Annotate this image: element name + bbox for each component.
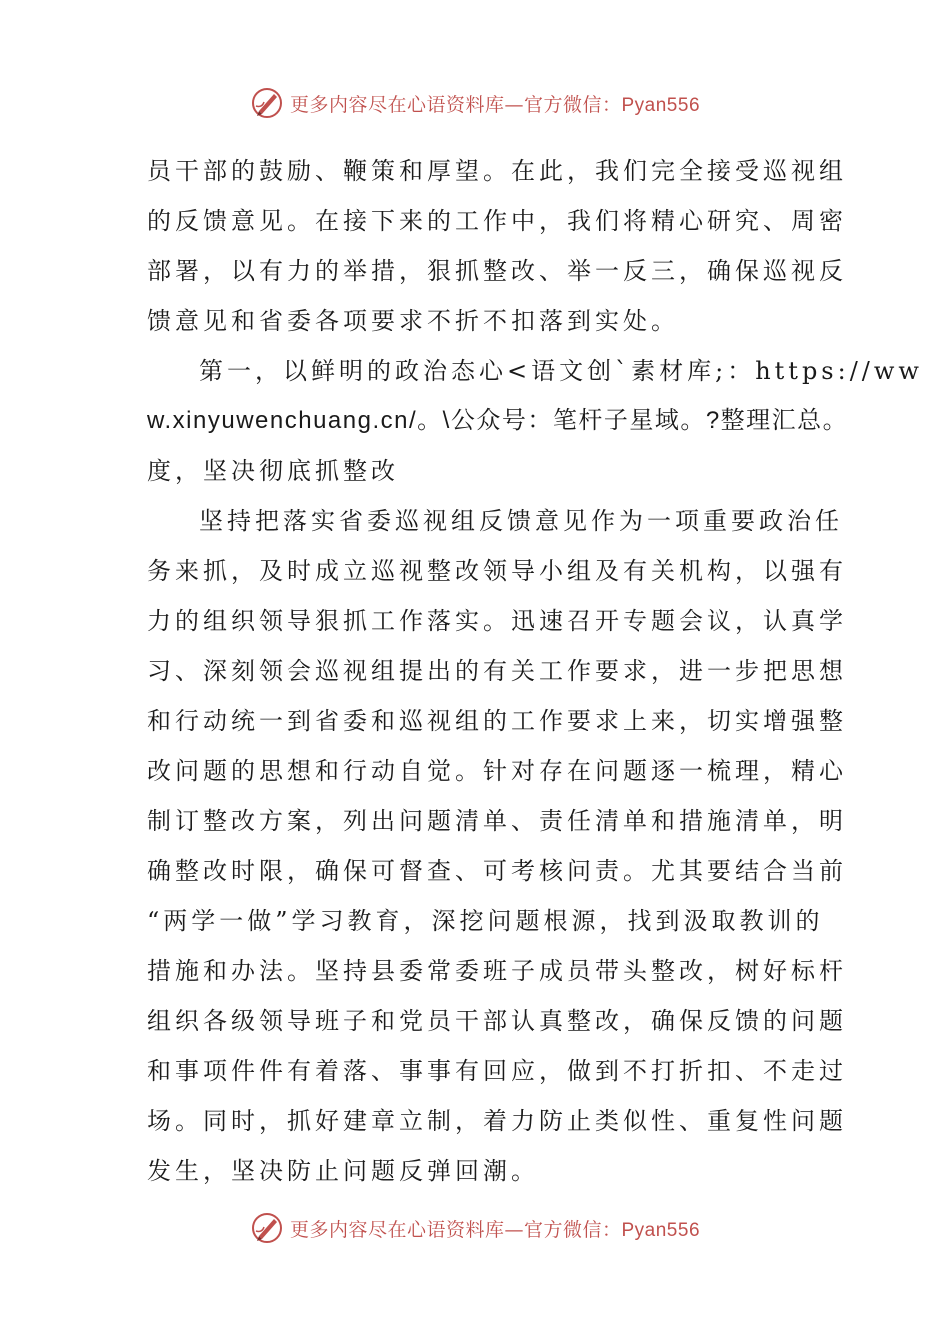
body-line: 组织各级领导班子和党员干部认真整改，确保反馈的问题 <box>147 1007 847 1035</box>
body-line: 措施和办法。坚持县委常委班子成员带头整改，树好标杆 <box>147 957 847 985</box>
header-wechat-id: Pyan556 <box>621 94 701 116</box>
body-line: 务来抓，及时成立巡视整改领导小组及有关机构，以强有 <box>147 557 847 585</box>
paragraph-first-line: 坚持把落实省委巡视组反馈意见作为一项重要政治任 <box>199 507 843 535</box>
body-line: 和行动统一到省委和巡视组的工作要求上来，切实增强整 <box>147 707 847 735</box>
section-heading-line: 第一，以鲜明的政治态心<语文创`素材库;：https://ww <box>199 357 923 385</box>
body-line: 员干部的鼓励、鞭策和厚望。在此，我们完全接受巡视组 <box>147 157 847 185</box>
body-line: 力的组织领导狠抓工作落实。迅速召开专题会议，认真学 <box>147 607 847 635</box>
footer-banner <box>0 1208 950 1248</box>
body-line: 改问题的思想和行动自觉。针对存在问题逐一梳理，精心 <box>147 757 847 785</box>
pen-logo-icon <box>250 86 284 120</box>
pen-logo-icon <box>250 1211 284 1245</box>
body-line: 和事项件件有着落、事事有回应，做到不打折扣、不走过 <box>147 1057 847 1085</box>
body-line: 确整改时限，确保可督查、可考核问责。尤其要结合当前 <box>147 857 847 885</box>
body-line: 部署，以有力的举措，狠抓整改、举一反三，确保巡视反 <box>147 257 847 285</box>
body-line: w.xinyuwenchuang.cn/。\公众号：笔杆子星域。?整理汇总。 <box>147 407 849 434</box>
footer-banner-text: 更多内容尽在心语资料库—官方微信：Pyan556 <box>289 1218 701 1241</box>
document-body <box>147 146 923 1196</box>
body-line: 发生，坚决防止问题反弹回潮。 <box>147 1157 539 1185</box>
header-banner <box>0 83 950 123</box>
header-banner-text: 更多内容尽在心语资料库—官方微信：Pyan556 <box>289 93 701 116</box>
body-line: 场。同时，抓好建章立制，着力防止类似性、重复性问题 <box>147 1107 847 1135</box>
body-line: “两学一做”学习教育，深挖问题根源，找到汲取教训的 <box>147 907 824 935</box>
footer-wechat-id: Pyan556 <box>621 1219 701 1241</box>
body-line: 馈意见和省委各项要求不折不扣落到实处。 <box>147 307 679 335</box>
body-line: 习、深刻领会巡视组提出的有关工作要求，进一步把思想 <box>147 657 847 685</box>
section-heading-line: 度，坚决彻底抓整改 <box>147 457 399 485</box>
body-line: 的反馈意见。在接下来的工作中，我们将精心研究、周密 <box>147 207 847 235</box>
body-line: 制订整改方案，列出问题清单、责任清单和措施清单，明 <box>147 807 847 835</box>
